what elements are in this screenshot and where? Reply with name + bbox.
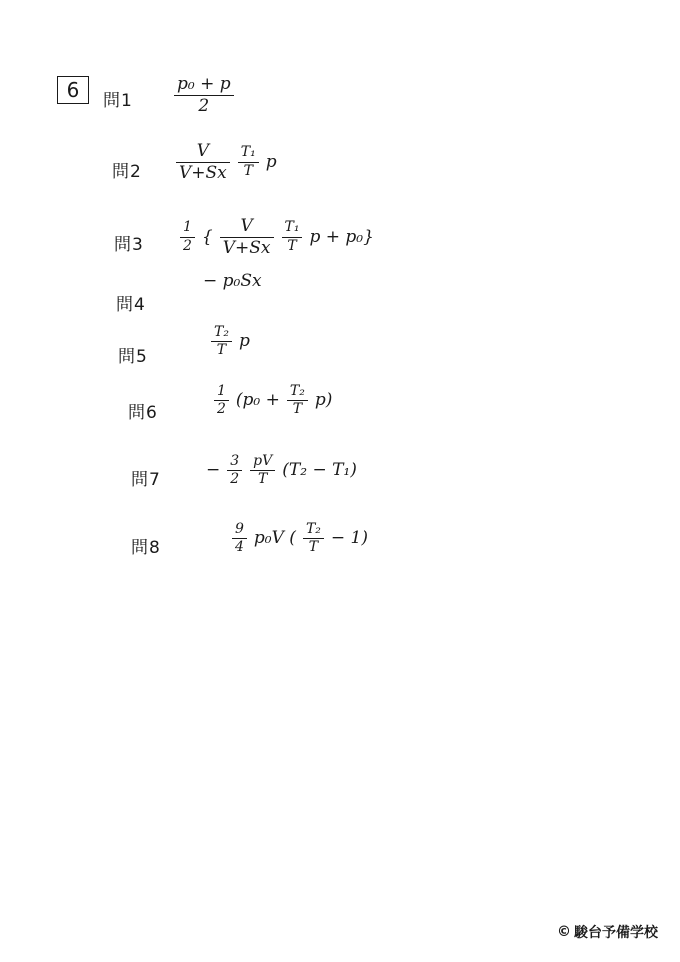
fraction — [303, 522, 324, 556]
question-label-6: 問6 — [128, 403, 158, 423]
expression-text: − — [206, 460, 221, 481]
fraction — [287, 384, 308, 418]
fraction — [174, 75, 234, 115]
fraction — [211, 325, 232, 359]
fraction-numerator: V — [196, 141, 210, 161]
fraction-denominator: V+Sx — [222, 237, 271, 258]
question-label-3: 問3 — [114, 235, 144, 255]
answer-2 — [172, 142, 280, 182]
fraction-denominator: T — [292, 401, 303, 418]
copyright-text: 駿台予備学校 — [574, 925, 658, 941]
fraction — [282, 220, 303, 254]
fraction-denominator: 2 — [230, 471, 240, 488]
fraction-numerator: 1 — [183, 219, 192, 236]
problem-number-box — [57, 76, 89, 104]
copyright-icon: © — [557, 924, 571, 940]
fraction-denominator: 2 — [198, 95, 210, 116]
fraction — [214, 384, 229, 418]
fraction-numerator: p₀ + p — [177, 74, 231, 94]
fraction — [238, 145, 259, 179]
fraction-numerator: T₁ — [284, 219, 300, 236]
fraction-denominator: V+Sx — [179, 162, 227, 183]
expression-text: − p₀Sx — [203, 271, 262, 291]
fraction-denominator: 2 — [183, 237, 192, 254]
answer-4 — [200, 273, 265, 290]
expression-text: p + p₀} — [309, 226, 374, 247]
fraction-numerator: V — [240, 216, 253, 236]
question-label-8: 問8 — [131, 538, 161, 558]
answer-1 — [170, 75, 238, 115]
expression-text: { — [201, 226, 213, 247]
question-label-4: 問4 — [116, 295, 146, 315]
copyright-notice — [557, 922, 658, 942]
fraction-denominator: T — [216, 342, 227, 359]
fraction — [250, 454, 275, 488]
fraction — [220, 217, 274, 257]
fraction-numerator: T₂ — [214, 324, 229, 340]
fraction-numerator: 1 — [217, 383, 226, 399]
fraction-denominator: 2 — [217, 401, 226, 418]
expression-text: p) — [314, 390, 333, 411]
answer-8 — [228, 522, 371, 556]
fraction-denominator: T — [258, 471, 268, 488]
fraction-denominator: T — [243, 162, 253, 179]
expression-text: (p₀ + — [235, 390, 280, 411]
fraction — [176, 142, 230, 182]
fraction-numerator: T₁ — [240, 144, 256, 161]
question-label-2: 問2 — [112, 162, 142, 182]
problem-number: 6 — [66, 78, 80, 102]
expression-text: − 1) — [330, 528, 368, 549]
question-label-7: 問7 — [131, 470, 161, 490]
expression-text: (T₂ − T₁) — [282, 460, 357, 481]
answer-3 — [176, 217, 377, 257]
fraction-denominator: T — [308, 539, 319, 556]
fraction-numerator: 3 — [230, 453, 240, 469]
fraction-numerator: 9 — [235, 521, 244, 537]
fraction-denominator: 4 — [235, 539, 244, 556]
question-label-1: 問1 — [103, 91, 133, 111]
fraction — [227, 454, 242, 488]
fraction-numerator: pV — [253, 453, 273, 469]
fraction-numerator: T₂ — [305, 521, 321, 537]
answer-5 — [207, 325, 253, 359]
expression-text: p — [265, 151, 277, 172]
question-label-5: 問5 — [118, 347, 148, 367]
fraction-denominator: T — [287, 237, 297, 254]
answer-6 — [210, 384, 335, 418]
expression-text: p₀V ( — [253, 528, 296, 549]
fraction — [232, 522, 247, 556]
answer-7 — [203, 454, 360, 488]
fraction-numerator: T₂ — [289, 383, 305, 399]
expression-text: p — [238, 331, 250, 352]
fraction — [180, 220, 195, 254]
